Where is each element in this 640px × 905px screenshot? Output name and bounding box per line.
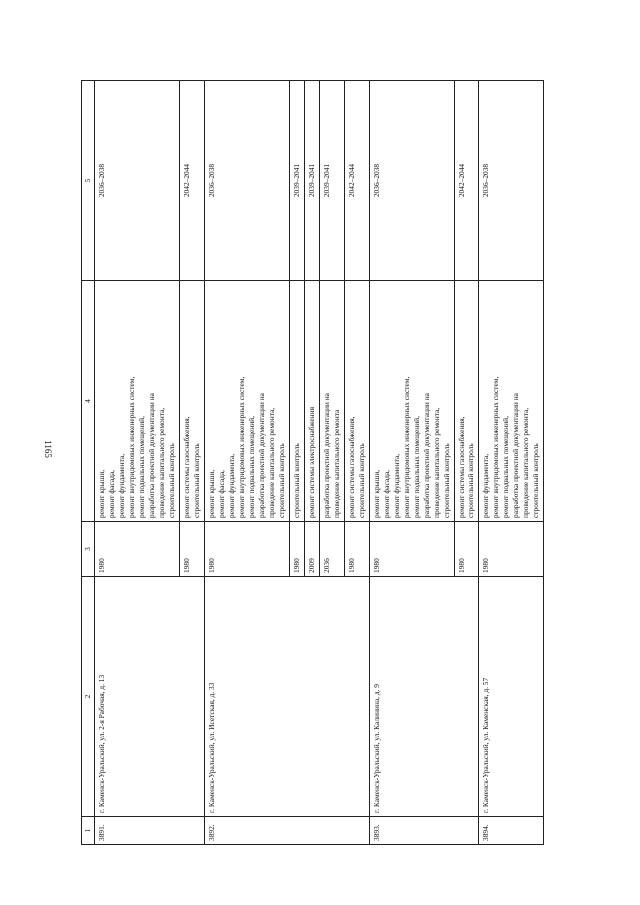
repair-schedule-table: [81, 80, 544, 845]
work-item: проведение капитального ремонта,: [156, 407, 166, 518]
header-row: [82, 81, 95, 845]
work-item: ремонт внутридомовых инженерных систем,: [491, 376, 501, 518]
planned-period: 2036–2038: [95, 81, 180, 281]
commission-year: 1980: [95, 522, 180, 577]
commission-year: 1980: [179, 522, 204, 577]
work-item: строительный контроль: [441, 443, 451, 518]
work-item: ремонт внутридомовых инженерных систем,: [401, 376, 411, 518]
work-item: ремонт подвальных помещений,: [246, 416, 256, 518]
planned-period: 2042–2044: [179, 81, 204, 281]
commission-year: 1980: [289, 522, 304, 577]
commission-year: 1980: [454, 522, 479, 577]
planned-period: 2039–2041: [319, 81, 344, 281]
entry-address: г. Каменск-Уральский, ул. Исетская, д. 33: [204, 577, 369, 817]
work-item: ремонт подвальных помещений,: [411, 416, 421, 518]
work-item: разработка проектной документации на: [256, 393, 266, 518]
work-item: разработка проектной документации на: [421, 393, 431, 518]
work-item: ремонт фундамента,: [391, 453, 401, 518]
work-item: ремонт крыши,: [97, 469, 106, 518]
work-item: ремонт системы газоснабжения,: [346, 416, 356, 518]
work-item: ремонт крыши,: [206, 469, 216, 518]
planned-period: 2036–2038: [204, 81, 289, 281]
work-item: разработка проектной документации на: [146, 393, 156, 518]
planned-period: 2039–2041: [304, 81, 319, 281]
work-item: проведение капитального ремонта,: [521, 407, 531, 518]
work-item: разработка проектной документации на: [511, 393, 521, 518]
entry-number: 3893.: [369, 817, 479, 845]
work-item: ремонт фасада,: [216, 470, 226, 518]
planned-period: 2036–2038: [369, 81, 454, 281]
work-item: разработка проектной документации на: [321, 393, 331, 518]
works-list: [304, 281, 319, 522]
works-list: [479, 281, 544, 522]
works-list: [319, 281, 344, 522]
header-col-1: 1: [82, 817, 95, 845]
work-item: строительный контроль: [356, 443, 366, 518]
work-item: ремонт системы газоснабжения,: [456, 416, 466, 518]
planned-period: 2039–2041: [289, 81, 304, 281]
work-item: ремонт системы газоснабжения,: [181, 416, 191, 518]
works-list: [95, 281, 180, 522]
work-item: ремонт внутридомовых инженерных систем,: [236, 376, 246, 518]
entry-address: г. Каменск-Уральский, ул. Калинина, д. 9: [369, 577, 479, 817]
work-item: проведение капитального ремонта,: [431, 407, 441, 518]
work-item: строительный контроль: [291, 443, 301, 518]
commission-year: 2036: [319, 522, 344, 577]
planned-period: 2042–2044: [454, 81, 479, 281]
work-item: ремонт подвальных помещений,: [136, 416, 146, 518]
entry-number: 3891.: [95, 817, 205, 845]
work-item: ремонт подвальных помещений,: [501, 416, 511, 518]
work-item: строительный контроль: [276, 443, 286, 518]
commission-year: 1980: [204, 522, 289, 577]
works-list: [289, 281, 304, 522]
works-list: [454, 281, 479, 522]
entry-number: 3894.: [479, 817, 544, 845]
header-col-3: 3: [82, 522, 95, 577]
work-item: ремонт фундамента,: [481, 453, 491, 518]
table-row: [479, 81, 544, 845]
work-item: ремонт системы электроснабжения: [306, 407, 316, 518]
work-item: строительный контроль: [166, 443, 176, 518]
work-item: проведение капитального ремонта: [331, 409, 341, 518]
work-item: ремонт фасада,: [381, 470, 391, 518]
work-item: строительный контроль: [466, 443, 476, 518]
header-col-4: 4: [82, 281, 95, 522]
works-list: [344, 281, 369, 522]
work-item: строительный контроль: [191, 443, 201, 518]
header-col-2: 2: [82, 577, 95, 817]
work-item: ремонт фундамента,: [226, 453, 236, 518]
work-item: ремонт фундамента,: [116, 453, 126, 518]
entry-number: 3892.: [204, 817, 369, 845]
entry-address: г. Каменск-Уральский, ул. 2-я Рабочая, д. 13: [95, 577, 205, 817]
table-container: [81, 81, 601, 845]
works-list: [204, 281, 289, 522]
works-list: [369, 281, 454, 522]
commission-year: 1980: [479, 522, 544, 577]
page-number: 1165: [43, 440, 53, 458]
work-item: ремонт внутридомовых инженерных систем,: [126, 376, 136, 518]
commission-year: 1980: [369, 522, 454, 577]
table-row: [95, 81, 180, 845]
work-item: проведение капитального ремонта,: [266, 407, 276, 518]
table-body: [95, 81, 544, 845]
header-col-5: 5: [82, 81, 95, 281]
planned-period: 2036–2038: [479, 81, 544, 281]
work-item: ремонт фасада,: [106, 470, 116, 518]
works-list: [179, 281, 204, 522]
work-item: строительный контроль: [531, 443, 541, 518]
table-row: [369, 81, 454, 845]
table-row: [204, 81, 289, 845]
entry-address: г. Каменск-Уральский, ул. Каменская, д. 57: [479, 577, 544, 817]
commission-year: 1980: [344, 522, 369, 577]
commission-year: 2009: [304, 522, 319, 577]
work-item: ремонт крыши,: [371, 469, 381, 518]
planned-period: 2042–2044: [344, 81, 369, 281]
